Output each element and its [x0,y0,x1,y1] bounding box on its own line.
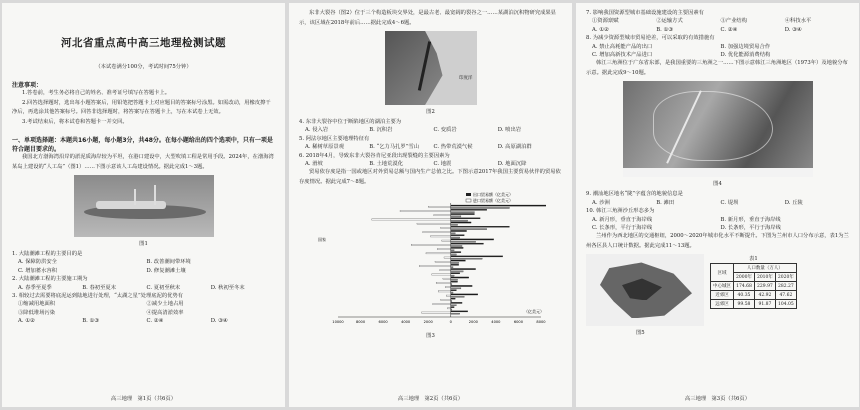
bar-export-10 [450,248,462,249]
bar-import-25 [421,312,450,313]
item-2: ②运输方式 [656,18,683,25]
bar-import-24 [447,308,450,309]
bar-export-2 [450,214,474,215]
question-7-items [586,17,849,25]
option-a: A. ①② [592,26,609,33]
bar-import-23 [432,304,450,305]
bar-export-3 [450,218,479,219]
figure-5-map [586,254,704,326]
bar-export-6 [450,231,466,232]
bar-export-8 [450,239,493,240]
bar-export-13 [450,260,465,261]
bar-import-13 [434,262,450,263]
question-6: 6. 2018年4月，导致东非大裂谷肯尼亚段出现裂缝的主要因素为 [299,152,450,159]
bar-import-14 [419,266,451,267]
option-c: C. 夏初至秋末 [146,284,181,291]
passage-3: 贸易依存度是指一国或地区对外贸易总额与国内生产总值之比。下图示意2017年我国主要贸易伙伴的贸易依存度情况。据此完成7～8题。 [299,169,561,185]
table-header-cell: 2020年 [775,273,796,282]
bar-series-2-9 [450,246,461,247]
table-cell: 99.58 [734,300,755,309]
option-d: D. ③④ [784,26,802,33]
bar-series-2-2 [450,216,460,217]
item-3: ③产业结构 [720,18,747,25]
bar-series-2-0 [450,208,509,209]
bar-import-9 [411,245,450,246]
x-tick-label: 0 [449,320,452,325]
figure-3-chart [316,189,546,329]
item-4: ④科技水平 [784,18,812,25]
bar-series-2-12 [450,259,482,260]
option-a: A. 新月形，垂直于海岸线 [592,216,653,223]
bar-series-2-15 [450,271,462,272]
bar-import-12 [444,257,451,258]
bar-export-11 [450,252,460,253]
legend-swatch-import [466,199,471,202]
option-d: D. 高原湖泊群 [497,144,532,151]
option-c: C. 增加蓄水容积 [18,267,58,274]
question-6-options [299,160,562,168]
bar-import-15 [439,270,450,271]
legend-export: 出口贸易额（亿美元） [472,192,513,198]
option-c: C. ②④ [146,318,164,325]
option-a: A. 滑坡 [305,161,323,168]
table-header-cell: 2000年 [734,273,755,282]
bar-export-16 [450,273,459,274]
exam-page-3 [576,3,859,407]
table-cell: 282.27 [775,282,796,291]
passage-2: 东非大裂谷（图2）位于三个构造板块交界处，是最古老、最宽阔的裂谷之一……某湖泊沉积物研究成果显示，该区域在2018年前后……据此完成4～6题。 [299,10,557,26]
option-b: B. 沉积岩 [369,127,393,134]
bar-series-2-4 [450,225,457,226]
bar-export-22 [450,299,455,300]
bar-import-10 [437,249,451,250]
question-3-items [12,300,275,317]
option-d: D. 地面沉降 [497,161,527,168]
legend-import: 进口贸易额（亿美元） [472,198,513,204]
bar-series-2-1 [450,212,474,213]
x-tick-label: 2000 [468,320,478,325]
bar-series-2-3 [450,220,467,221]
x-tick-label: 6000 [378,320,388,325]
option-d: D. 喷出岩 [497,127,522,134]
bar-export-17 [450,277,468,278]
bar-export-15 [450,269,475,270]
bar-export-7 [450,235,464,236]
option-b: B. 土地荒漠化 [369,161,403,168]
bar-import-11 [425,253,450,254]
bar-export-19 [450,286,471,287]
x-tick-label: 4000 [400,320,410,325]
x-tick-label: 8000 [355,320,365,325]
exam-title: 河北省重点高中高三地理检测试题 [61,37,226,49]
x-tick-label: 4000 [490,320,500,325]
question-2: 2. 大陆潮滩工程的主要施工期为 [12,276,88,283]
question-7: 7. 影响我国资源型城市基础设施建设的主要因素有 [586,10,704,16]
item-1: ①资源禀赋 [592,18,619,25]
option-a: A. 稀树草原景观 [305,144,344,151]
option-a: A. 保障防洪安全 [18,259,57,266]
bar-export-9 [450,244,483,245]
option-b: B. ①③ [656,26,674,33]
option-c: C. 增加高新技术产品进口 [592,52,653,59]
figure-4-caption: 图4 [713,181,722,188]
question-2-options [12,284,275,292]
exam-page-2 [289,3,572,407]
figure-2-map [385,31,477,105]
figure-2-caption: 图2 [426,109,435,115]
table-header-cell: 区域 [711,264,734,282]
notes-heading: 注意事项： [12,82,43,89]
table-row [711,282,797,291]
bar-export-0 [450,205,545,206]
note-1: 1.答卷前，考生务必将自己的姓名、准考证号填写在答题卡上。 [22,90,171,96]
option-b: B. 春初至夏末 [82,284,116,291]
option-b: B. 新月形，垂直于海岸线 [720,216,781,223]
option-b: B. 滩田 [656,199,675,206]
option-a: A. 春季至夏季 [18,284,52,291]
bar-series-2-23 [450,305,456,306]
bar-series-2-6 [450,233,455,234]
x-tick-label: 8000 [535,320,546,325]
passage-5: 兰州作为西北地区的交通枢纽，2000～2020年城市化水平不断提升。下图为兰州市人口分布示意，表1为兰州各区县人口统计数据。据此完成11～13题。 [586,233,849,249]
question-1-options [12,258,275,275]
option-d: D. ③④ [210,318,228,325]
option-c: C. 热带荒漠气候 [433,144,473,151]
figure-1-caption: 图1 [139,241,148,247]
bar-export-18 [450,282,457,283]
bar-import-5 [440,228,450,229]
table-cell: 174.68 [734,282,755,291]
bar-export-25 [450,311,467,312]
bar-import-1 [400,211,451,212]
figure-1-photo [74,175,214,237]
bar-series-2-14 [450,267,452,268]
bar-export-20 [450,290,456,291]
bar-series-2-19 [450,288,460,289]
figure-3-caption: 图3 [426,333,435,340]
bar-export-23 [450,303,461,304]
question-9-options [586,199,849,207]
bar-export-21 [450,294,477,295]
bar-export-12 [450,256,502,257]
figure-4-map [623,81,813,177]
option-d: D. 修复潮滩土壤 [146,267,186,274]
option-d: D. 秋初至冬末 [210,284,245,291]
question-4-options [299,126,562,134]
bar-import-19 [445,287,451,288]
option-d: D. 优化能源消费结构 [720,52,771,59]
note-3: 3.考试结束后，将本试卷和答题卡一并交回。 [22,118,128,125]
option-a: A. 禁止高耗能产品的出口 [592,43,653,50]
table-1-wrapper [710,254,797,309]
x-tick-label: 6000 [513,320,523,325]
legend-swatch-export [466,193,471,196]
option-b: B. ①③ [82,318,100,325]
option-c: C. 堤坝 [720,199,739,206]
bar-series-2-21 [450,297,464,298]
option-a: A. 侵入岩 [305,127,329,134]
question-8-options [586,43,849,60]
table-cell: 229.97 [754,282,775,291]
bar-export-5 [450,227,509,228]
item-3: ③降低堆场污染 [18,309,56,316]
option-a: A. 沙洲 [592,199,610,206]
option-b: B. “乞力马扎罗”雪山 [369,144,420,151]
bar-export-24 [450,307,453,308]
bar-import-18 [436,283,451,284]
option-a: A. ①② [18,318,35,325]
table-cell: 中心城区 [711,282,734,291]
bar-import-21 [446,295,451,296]
exam-page-1 [2,3,285,407]
bar-export-4 [450,222,470,223]
question-8: 8. 为减少资源型城市贸易逆差，可以采取的有效措施有 [586,35,715,42]
option-c: C. 变质岩 [433,127,457,134]
question-5: 5. 阿法尔地区主要地理特征有 [299,135,370,142]
table-header-cell: 2010年 [754,273,775,282]
table-1 [710,263,797,309]
table-1-title: 表1 [749,256,758,263]
option-c: C. 地震 [433,161,452,168]
option-d: D. 长条形，平行于海岸线 [720,225,781,232]
bar-export-14 [450,265,458,266]
bar-series-2-7 [450,237,459,238]
table-row [711,291,797,300]
bar-export-1 [450,210,486,211]
table-row [711,300,797,309]
passage-1: 我国北方渤海湾沿岸的淤泥质海岸较为平坦，在港口建设中，大型吹填工程是常用手段。2024年，在渤海湾某岛上建设的“人工岛”（图1）……下图示意该人工岛建设情况。据此完成1～3题。 [12,154,274,170]
section1-heading: 一、单项选择题：本题共16小题，每小题3分，共48分。在每小题给出的四个选项中，只有一项是符合题目要求的。 [12,137,273,153]
question-9: 9. 潮汕地区地名“陇”字蕴含的地貌信息是 [586,191,683,198]
bar-series-2-8 [450,242,475,243]
option-b: B. 改善潮间带环境 [146,259,191,266]
table-cell: 42.92 [754,291,775,300]
table-cell: 47.62 [775,291,796,300]
bar-import-8 [441,240,450,241]
bar-series-2-13 [450,263,458,264]
x-tick-label: 2000 [423,320,433,325]
bar-series-2-16 [450,275,453,276]
option-c: C. ②④ [720,26,738,33]
passage-4: 韩江三角洲位于广东省东部，是我国重要的三角洲之一……下图示意韩江三角洲地区（1973年）及地貌分布示意。据此完成9～10题。 [586,60,848,76]
table-cell: 远郊区 [711,300,734,309]
bar-series-2-17 [450,280,457,281]
item-1: ①缩减用地面积 [18,301,56,308]
bar-import-0 [428,207,451,208]
question-5-options [299,143,562,151]
question-3-options [12,317,275,325]
bar-import-4 [416,224,450,225]
question-7-options [586,26,849,34]
question-10-options [586,216,849,233]
table-subheader: 人口数量（万人） [734,264,797,273]
bar-import-3 [371,219,450,220]
bar-import-7 [430,236,450,237]
exam-info: （本试卷满分100分，考试时间75分钟） [95,64,192,70]
bar-series-2-10 [450,250,453,251]
x-unit: （亿美元） [523,309,544,315]
bar-series-2-11 [450,254,456,255]
bar-import-6 [422,232,450,233]
question-10: 10. 韩江三角洲沙丘形态多为 [586,208,655,215]
table-cell: 91.87 [754,300,775,309]
ocean-label: 印度洋 [459,76,473,81]
bar-import-20 [438,291,450,292]
option-d: D. 丘陵 [784,199,803,206]
bar-import-22 [440,300,450,301]
option-b: B. 加强边境贸易合作 [720,43,771,50]
question-3: 3. 相较过去需要将底泥运到陆地进行处理，“太湖之星”处理底泥的优势有 [12,293,184,300]
table-cell: 近郊区 [711,291,734,300]
bar-series-2-5 [450,229,486,230]
bar-series-2-25 [450,314,459,315]
page-footer: 高三地理 第2页（共6页） [397,396,463,402]
question-4: 4. 东非大裂谷中位于断陷地区的湖泊主要为 [299,119,402,125]
bar-import-17 [442,279,450,280]
note-2: 2.回答选择题时，选出每小题答案后，用铅笔把答题卡上对应题目的答案标号涂黑。如需改动，用橡皮擦干净后，再选涂其他答案标号。回答非选择题时，将答案写在答题卡上，写在本试卷上无效。 [12,99,271,115]
page-footer: 高三地理 第1页（共6页） [110,396,176,402]
bar-import-16 [431,274,450,275]
x-tick-label: 10000 [331,320,344,325]
item-4: ④提高清淤效率 [146,309,184,316]
y-unit: 国家 [317,237,326,243]
bar-import-2 [433,215,450,216]
figure-5-caption: 图5 [636,330,645,337]
question-1: 1. 大陆潮滩工程的主要目的是 [12,251,83,257]
item-2: ②减少土地占用 [146,301,184,308]
table-cell: 40.35 [734,291,755,300]
page-footer: 高三地理 第3页（共6页） [684,396,750,402]
table-cell: 104.05 [775,300,796,309]
bar-series-2-20 [450,292,452,293]
option-c: C. 长条形，平行于海岸线 [592,225,653,232]
